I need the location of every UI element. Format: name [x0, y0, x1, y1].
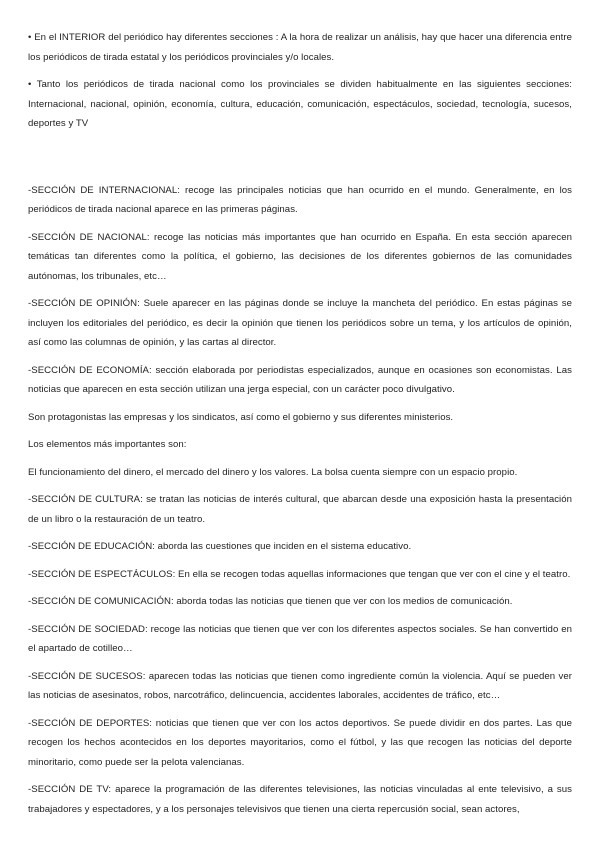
- section-cultura: -SECCIÓN DE CULTURA: se tratan las noticias de interés cultural, que abarcan desde una exposición hasta la presentación de un libro o la restauración de un teatro.: [28, 494, 572, 525]
- section-espectaculos: -SECCIÓN DE ESPECTÁCULOS: En ella se recogen todas aquellas informaciones que tengan que ver con el cine y el teatro.: [28, 568, 571, 580]
- economia-elementos: Los elementos más importantes son:: [28, 439, 187, 450]
- section-comunicacion: -SECCIÓN DE COMUNICACIÓN: aborda todas las noticias que tienen que ver con los medios de comunicación.: [28, 596, 513, 607]
- document-page: [28, 28, 572, 827]
- section-spacer: [28, 142, 572, 181]
- section-opinion: -SECCIÓN DE OPINIÓN: Suele aparecer en las páginas donde se incluye la mancheta del periódico. En estas páginas se incluyen los editoriales del periódico, es decir la opinión que tienen los periódicos sobre un tema, y los artículos de opinión, así como las columnas de opinión, y las cartas al director.: [28, 298, 572, 348]
- section-internacional: -SECCIÓN DE INTERNACIONAL: recoge las principales noticias que han ocurrido en el mundo. Generalmente, en los periódicos de tirada nacional aparece en las primeras páginas.: [28, 184, 572, 215]
- section-deportes: -SECCIÓN DE DEPORTES: noticias que tienen que ver con los actos deportivos. Se puede dividir en dos partes. Las que recogen los hechos acontecidos en los deportes mayoritarios, como el fútbol, y las que recogen las noticias del deporte minoritario, como puede ser la pelota valencianas.: [28, 717, 572, 768]
- economia-funcionamiento: El funcionamiento del dinero, el mercado del dinero y los valores. La bolsa cuenta siempre con un espacio propio.: [28, 466, 518, 478]
- economia-protagonistas: Son protagonistas las empresas y los sindicatos, así como el gobierno y sus diferentes ministerios.: [28, 411, 454, 423]
- section-sucesos: -SECCIÓN DE SUCESOS: aparecen todas las noticias que tienen como ingrediente común la violencia. Aquí se pueden ver las noticias de asesinatos, robos, narcotráfico, delincuencia, accidentes laborales, accidentes de tráfico, etc…: [28, 670, 572, 701]
- section-nacional: -SECCIÓN DE NACIONAL: recoge las noticias más importantes que han ocurrido en España. En esta sección aparecen temáticas tan diferentes como la política, el gobierno, las decisiones de los diferentes gobiernos de las comunidades autónomas, los tribunales, etc…: [28, 231, 572, 282]
- section-tv: -SECCIÓN DE TV: aparece la programación de las diferentes televisiones, las noticias vinculadas al ente televisivo, a sus trabajadores y espectadores, y a los personajes televisivos que tienen una cierta repercusión social, sean actores,: [28, 784, 572, 815]
- intro-sections-bullet: • Tanto los periódicos de tirada nacional como los provinciales se dividen habitualmente en las siguientes secciones: Internacional, nacional, opinión, economía, cultura, educación, comunicación, espectáculos, sociedad, tecnología, sucesos, deportes y TV: [28, 79, 572, 129]
- section-educacion: -SECCIÓN DE EDUCACIÓN: aborda las cuestiones que inciden en el sistema educativo.: [28, 541, 412, 552]
- section-economia: -SECCIÓN DE ECONOMÍA: sección elaborada por periodistas especializados, aunque en ocasiones son economistas. Las noticias que aparecen en esta sección utilizan una jerga especial, con un carácter poco divulgativo.: [28, 364, 572, 395]
- section-sociedad: -SECCIÓN DE SOCIEDAD: recoge las noticias que tienen que ver con los diferentes aspectos sociales. Se han convertido en el apartado de cotilleo…: [28, 623, 572, 654]
- intro-interior-bullet: • En el INTERIOR del periódico hay diferentes secciones : A la hora de realizar un análisis, hay que hacer una diferencia entre los periódicos de tirada estatal y los periódicos provinciales y/o locales.: [28, 32, 572, 63]
